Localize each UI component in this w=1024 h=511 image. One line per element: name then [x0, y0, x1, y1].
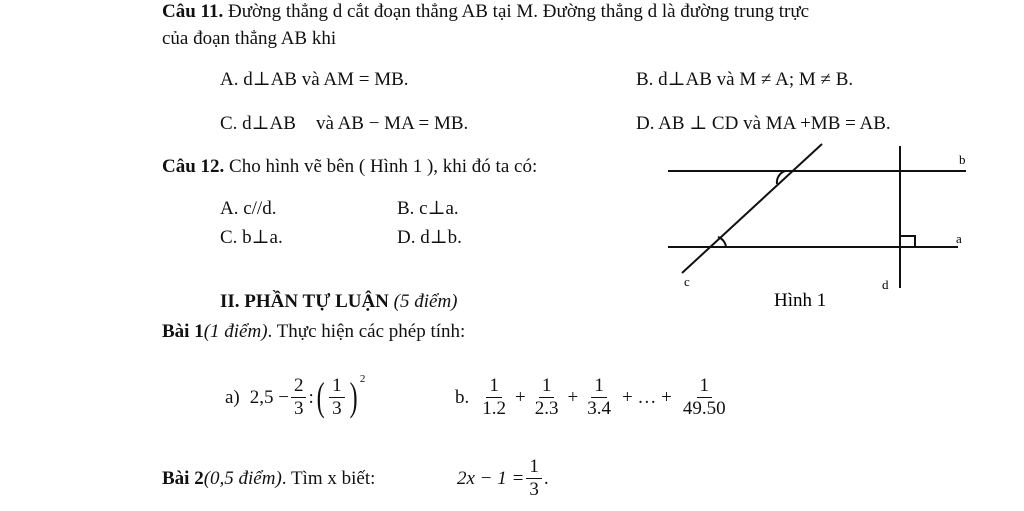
fraction-term-3: $\frac{1}{3.4}$ [587, 375, 611, 419]
bai2-points: (0,5 điểm) [203, 468, 282, 489]
bai1-points: (1 điểm) [203, 321, 268, 342]
bai2-label: Bài 2 [162, 468, 204, 489]
paren-right: ) [349, 374, 358, 420]
bai2-equation [457, 457, 549, 500]
q12-option-c: C. b⊥a. [220, 227, 283, 248]
fraction-eq: $\frac{1}{3}$ [526, 457, 542, 500]
plus-2: + [567, 386, 579, 408]
ellipsis: + … + [621, 386, 672, 408]
exponent: 2 [359, 372, 366, 385]
q11-label: Câu 11. [162, 1, 224, 22]
bai2-line [162, 469, 375, 488]
label-a: a [956, 231, 962, 246]
plus-1: + [515, 386, 526, 408]
q11-option-c-rest: và AB − MA = MB. [315, 113, 469, 134]
label-d: d [882, 277, 889, 292]
bai1-a-expr-start: 2,5 − [249, 386, 289, 408]
section-2-title [220, 292, 458, 311]
bai2-eq-end: . [543, 467, 549, 489]
q12-label: Câu 12. [162, 156, 225, 177]
bai1-b-label: b. [455, 386, 470, 408]
q12-option-d: D. d⊥b. [397, 227, 462, 248]
q11-option-a: A. d⊥AB và AM = MB. [220, 69, 409, 90]
bai1-part-b [455, 376, 731, 419]
bai1-label: Bài 1 [162, 321, 204, 342]
angle-arc-a [718, 237, 726, 247]
q12-line [162, 157, 537, 176]
q11-option-c [220, 114, 468, 133]
section-2-heading: II. PHẦN TỰ LUẬN [220, 291, 389, 312]
section-2-points: (5 điểm) [388, 291, 458, 312]
q11-option-c-label: C. d⊥AB [220, 113, 296, 134]
figure-caption: Hình 1 [774, 290, 827, 311]
bai1-part-a [225, 372, 366, 420]
q11-option-b: B. d⊥AB và M ≠ A; M ≠ B. [636, 69, 854, 90]
fraction-2-3: $\frac{2}{3}$ [291, 376, 307, 419]
q12-option-a: A. c//d. [220, 198, 277, 219]
right-angle-marker [900, 236, 915, 247]
fraction-term-2: $\frac{1}{2.3}$ [534, 375, 559, 419]
bai2-text: . Tìm x biết: [281, 468, 376, 489]
q11-line1 [162, 2, 809, 21]
bai1-line [162, 322, 465, 341]
bai1-text: . Thực hiện các phép tính: [267, 321, 466, 342]
label-b: b [959, 152, 966, 167]
bai1-a-label: a) [225, 386, 240, 408]
q11-line2: của đoạn thẳng AB khi [162, 28, 337, 49]
q12-option-b: B. c⊥a. [397, 198, 459, 219]
q11-text1: Đường thẳng d cắt đoạn thẳng AB tại M. Đường thẳng d là đường trung trực [223, 1, 810, 22]
bai2-eq-lhs: 2x − 1 = [457, 467, 525, 489]
q11-option-d: D. AB ⊥ CD và MA +MB = AB. [636, 113, 891, 134]
paren-left: ( [316, 374, 325, 420]
fraction-term-last: $\frac{1}{49.50}$ [682, 375, 726, 419]
line-c [682, 144, 822, 273]
colon-operator: : [308, 386, 314, 408]
fraction-1-3: $\frac{1}{3}$ [329, 376, 345, 419]
q12-text: Cho hình vẽ bên ( Hình 1 ), khi đó ta có: [224, 156, 538, 177]
fraction-term-1: $\frac{1}{1.2}$ [482, 375, 506, 419]
label-c: c [684, 274, 690, 289]
figure-1 [660, 140, 980, 315]
